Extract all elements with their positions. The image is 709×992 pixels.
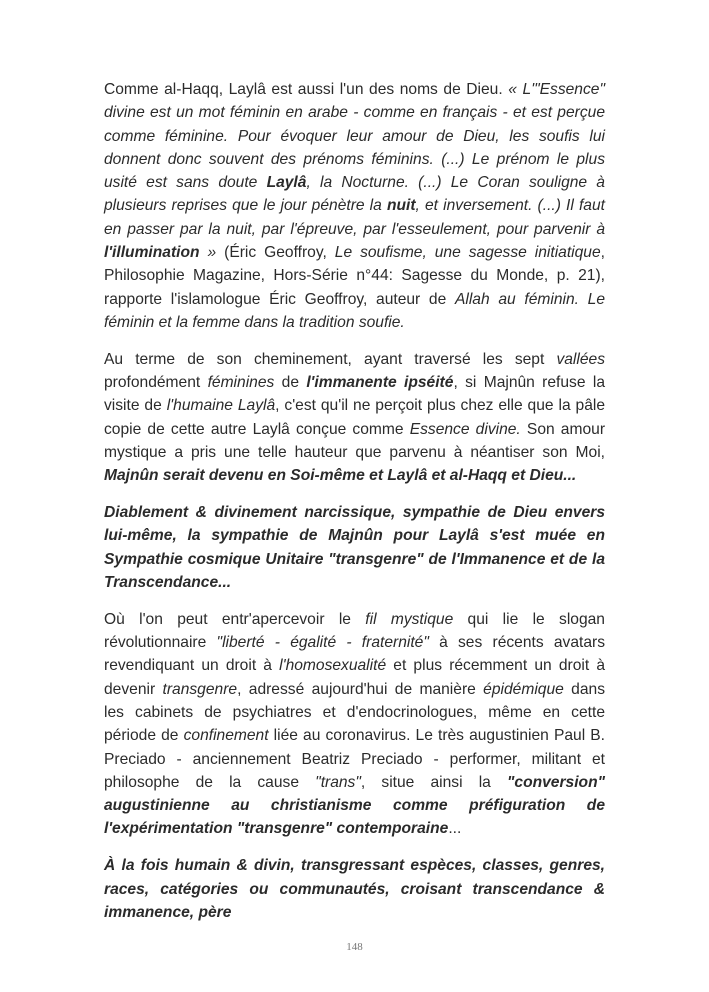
- text-run: (Éric Geoffroy,: [216, 244, 335, 262]
- text-run: liée au coronavirus. Le très augustinien Paul B. Preciado - anciennement Beatriz Preciado - performer, militant et philosophe de la cause: [104, 727, 606, 791]
- text-run: dans les cabinets de psychiatres et d'endocrinologues, même en cette période de: [104, 680, 605, 745]
- paragraph-2: [104, 348, 605, 488]
- paragraph-1: [104, 78, 605, 334]
- text-run: , et inversement. (...) Il faut en passer par la nuit, par l'épreuve, par l'esseulement, pour parvenir à: [104, 197, 605, 238]
- text-run: "liberté - égalité - fraternité": [216, 634, 429, 652]
- text-run: , adressé aujourd'hui de manière: [237, 680, 484, 698]
- text-run: "trans": [315, 773, 361, 791]
- text-run: transgenre: [162, 680, 238, 698]
- text-run: Le soufisme, une sagesse initiatique: [334, 244, 601, 262]
- text-run: l'humaine Laylâ: [166, 397, 276, 415]
- text-run: , la Nocturne. (...) Le Coran souligne à plusieurs reprises que le jour pénètre la: [104, 174, 605, 215]
- text-run: Où l'on peut entr'apercevoir le: [104, 610, 366, 628]
- text-run: à ses récents avatars revendiquant un droit à: [104, 634, 606, 675]
- text-run: épidémique: [483, 680, 564, 698]
- text-run: Au terme de son cheminement, ayant traversé les sept: [104, 350, 557, 368]
- text-run: Laylâ: [266, 174, 307, 192]
- page-number: 148: [346, 941, 363, 953]
- text-run: , si Majnûn refuse la visite de: [104, 374, 605, 415]
- text-run: profondément: [104, 374, 208, 392]
- text-run: Diablement & divinement narcissique, sympathie de Dieu envers lui-même, la sympathie de Majnûn pour Laylâ s'est muée en Sympathie cosmique Unitaire "transgenre" de l'Immanence et de la Transcendance...: [104, 504, 605, 591]
- text-run: l'immanente ipséité: [306, 374, 454, 392]
- text-run: »: [199, 244, 217, 262]
- text-run: , c'est qu'il ne perçoit plus chez elle que la pâle copie de cette autre Laylâ conçue comme: [104, 397, 606, 438]
- text-run: Comme al-Haqq, Laylâ est aussi l'un des noms de Dieu.: [104, 81, 509, 98]
- paragraph-4: [104, 608, 605, 841]
- text-run: À la fois humain & divin, transgressant espèces, classes, genres, races, catégories ou communautés, croisant transcendance & immanence, père: [104, 857, 605, 921]
- text-run: fil mystique: [365, 610, 454, 628]
- text-run: ...: [448, 820, 462, 838]
- text-run: Allah au féminin. Le féminin et la femme dans la tradition soufie.: [104, 290, 605, 331]
- body-text: [104, 78, 605, 938]
- text-run: et plus récemment un droit à devenir: [104, 657, 605, 698]
- text-run: confinement: [183, 727, 269, 745]
- paragraph-3: [104, 501, 605, 594]
- text-run: , Philosophie Magazine, Hors-Série n°44: Sagesse du Monde, p. 21), rapporte l'islamologue Éric Geoffroy, auteur de: [104, 244, 605, 308]
- text-run: Majnûn serait devenu en Soi-même et Laylâ et al-Haqq et Dieu...: [104, 467, 577, 485]
- text-run: "conversion" augustinienne au christianisme comme préfiguration de l'expérimentation "transgenre" contemporaine: [104, 773, 605, 838]
- text-run: « L'"Essence" divine est un mot féminin en arabe - comme en français - et est perçue comme féminine. Pour évoquer leur amour de Dieu, les soufis lui donnent donc souvent des prénoms féminins. (...) Le prénom le plus usité est sans doute: [104, 81, 605, 192]
- text-run: qui lie le slogan révolutionnaire: [104, 610, 605, 652]
- text-run: féminines: [207, 374, 275, 392]
- text-run: l'illumination: [104, 244, 200, 262]
- text-run: , situe ainsi la: [360, 773, 508, 791]
- text-run: Son amour mystique a pris une telle hauteur que parvenu à néantiser son Moi,: [104, 420, 606, 461]
- text-run: nuit: [386, 197, 416, 215]
- text-run: de: [274, 374, 307, 392]
- text-run: vallées: [556, 350, 605, 368]
- text-run: l'homosexualité: [279, 657, 387, 675]
- paragraph-5: [104, 854, 605, 924]
- text-run: Essence divine.: [409, 420, 521, 438]
